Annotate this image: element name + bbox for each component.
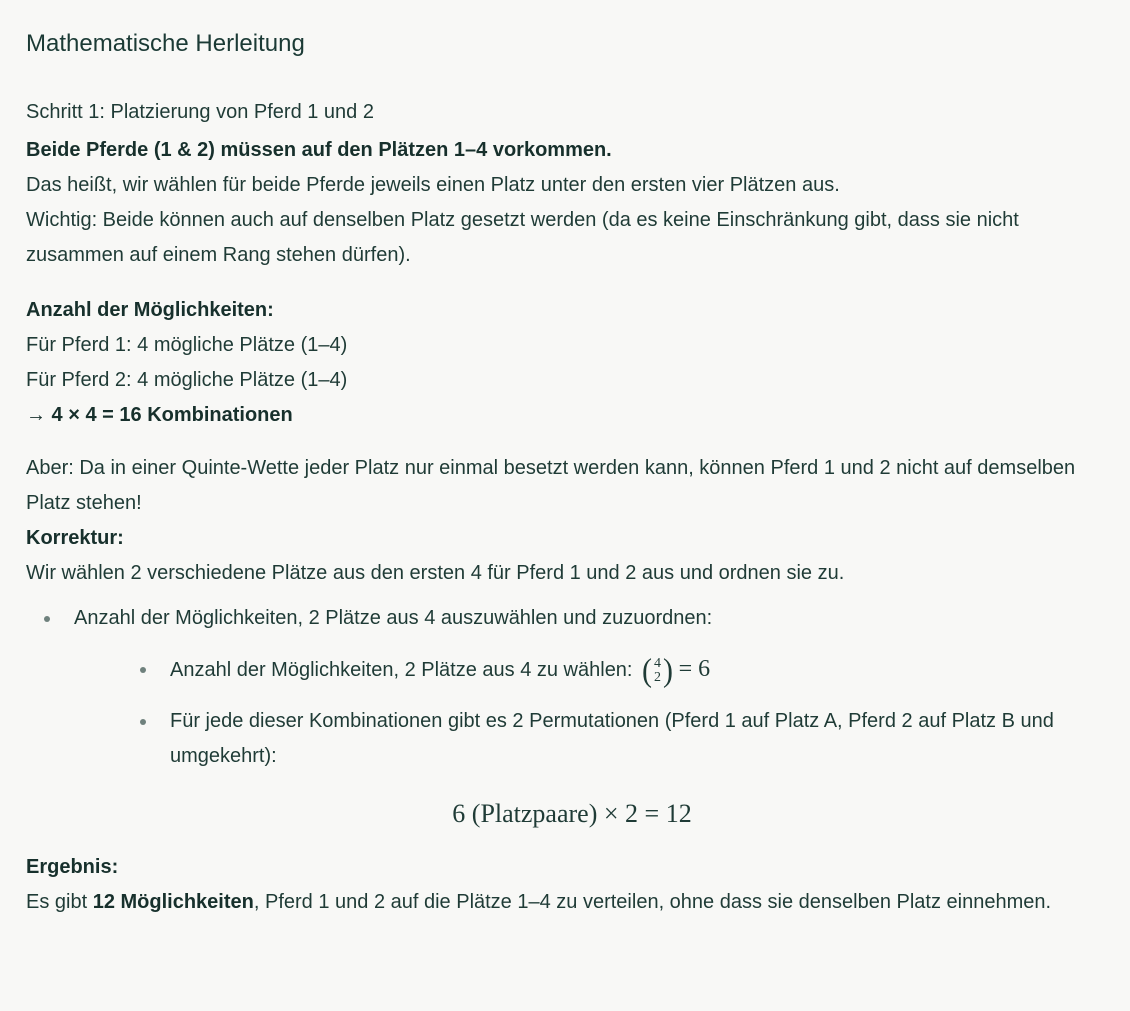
section-heading: Mathematische Herleitung xyxy=(26,30,305,57)
binomial-bottom: 2 xyxy=(654,669,662,685)
list-item xyxy=(26,601,1118,774)
step-paragraph-2: Wichtig: Beide können auch auf denselben Platz gesetzt werden (da es keine Einschränkung gibt, dass sie nicht zusammen auf einem Rang stehen dürfen). xyxy=(26,209,1019,266)
correction-text: Wir wählen 2 verschiedene Plätze aus den ersten 4 für Pferd 1 und 2 aus und ordnen sie zu. xyxy=(26,562,845,584)
step-lead: Beide Pferde (1 & 2) müssen auf den Plätzen 1–4 vorkommen. xyxy=(26,139,612,161)
list-item xyxy=(74,652,1118,688)
display-formula: 6 (Platzpaare) × 2 = 12 xyxy=(452,799,692,828)
binomial-equation: = 6 xyxy=(678,656,711,682)
list-item xyxy=(74,704,1118,774)
result-prefix: Es gibt xyxy=(26,891,93,913)
sub-bullet-list xyxy=(74,652,1118,774)
sub-bullet-2-text: Für jede dieser Kombinationen gibt es 2 Permutationen (Pferd 1 auf Platz A, Pferd 2 auf Platz B und umgekehrt): xyxy=(170,710,1054,767)
step-title: Schritt 1: Platzierung von Pferd 1 und 2 xyxy=(26,101,374,123)
result-suffix: , Pferd 1 und 2 auf die Plätze 1–4 zu verteilen, ohne dass sie denselben Platz einnehmen. xyxy=(253,891,1052,913)
binomial-stack xyxy=(654,657,661,685)
response-content xyxy=(26,28,1118,920)
step-paragraph-1: Das heißt, wir wählen für beide Pferde jeweils einen Platz unter den ersten vier Plätzen aus. xyxy=(26,174,840,196)
possibilities-result: → 4 × 4 = 16 Kombinationen xyxy=(26,404,293,426)
sub-bullet-1-text: Anzahl der Möglichkeiten, 2 Plätze aus 4 zu wählen: xyxy=(170,659,639,681)
result-title: Ergebnis: xyxy=(26,856,119,878)
result-text xyxy=(26,885,1118,920)
result-bold: 12 Möglichkeiten xyxy=(92,891,254,913)
possibilities-line-2: Für Pferd 2: 4 mögliche Plätze (1–4) xyxy=(26,369,348,391)
left-paren-icon: ( xyxy=(642,652,653,689)
binomial-top: 4 xyxy=(654,655,662,671)
right-paren-icon: ) xyxy=(663,652,674,689)
bullet-main-text: Anzahl der Möglichkeiten, 2 Plätze aus 4 auszuwählen und zuzuordnen: xyxy=(74,607,713,629)
binomial-coefficient xyxy=(642,652,674,689)
possibilities-line-1: Für Pferd 1: 4 mögliche Plätze (1–4) xyxy=(26,334,348,356)
but-paragraph: Aber: Da in einer Quinte-Wette jeder Platz nur einmal besetzt werden kann, können Pferd 1 und 2 nicht auf demselben Platz stehen! xyxy=(26,457,1076,514)
correction-title: Korrektur: xyxy=(26,527,124,549)
possibilities-title: Anzahl der Möglichkeiten: xyxy=(26,299,274,321)
bullet-list xyxy=(26,601,1118,774)
